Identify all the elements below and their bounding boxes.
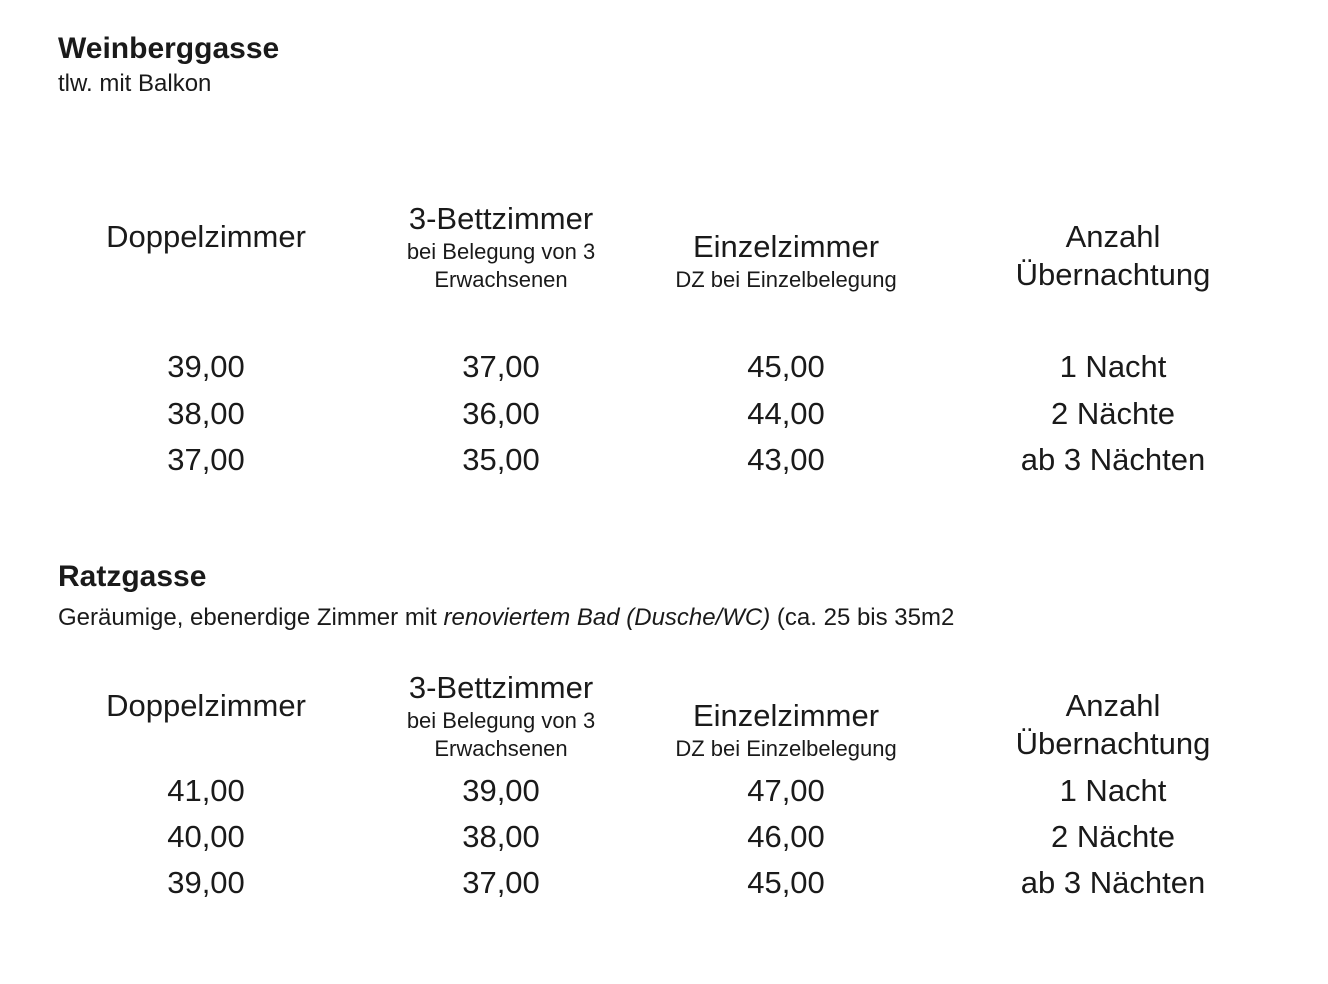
table-cell: 44,00 — [747, 396, 825, 431]
table-cell: 45,00 — [747, 865, 825, 900]
table-cell: 1 Nacht — [1059, 349, 1167, 384]
table-cell: 37,00 — [462, 349, 540, 384]
header-doppelzimmer: Doppelzimmer — [106, 688, 306, 723]
header-einzelzimmer — [675, 228, 896, 294]
table-cell: 2 Nächte — [1050, 819, 1176, 854]
table-cell: 39,00 — [167, 349, 245, 384]
header-3-bettzimmer-note: bei Belegung von 3 Erwachsenen — [406, 239, 596, 292]
table-cell: 46,00 — [747, 819, 825, 854]
section-title-ratzgasse: Ratzgasse — [58, 560, 207, 593]
subtitle-emphasis: renoviertem Bad (Dusche/WC) — [443, 604, 771, 631]
header-3-bettzimmer — [386, 200, 616, 294]
table-cell: 47,00 — [747, 773, 825, 808]
section-subtitle-weinberggasse: tlw. mit Balkon — [58, 70, 212, 97]
table-cell: 45,00 — [747, 349, 825, 384]
header-anzahl-uebernachtung: Anzahl Übernachtung — [1015, 688, 1211, 761]
table-cell: 2 Nächte — [1050, 396, 1176, 431]
section-subtitle-ratzgasse — [58, 604, 954, 632]
header-3-bettzimmer-note: bei Belegung von 3 Erwachsenen — [406, 708, 596, 761]
header-3-bettzimmer-title: 3-Bettzimmer — [408, 670, 594, 705]
header-3-bettzimmer-title: 3-Bettzimmer — [408, 201, 594, 236]
table-cell: ab 3 Nächten — [1020, 865, 1206, 900]
header-einzelzimmer-note: DZ bei Einzelbelegung — [675, 267, 897, 292]
table-cell: 38,00 — [167, 396, 245, 431]
table-cell: 1 Nacht — [1059, 773, 1167, 808]
header-3-bettzimmer — [386, 669, 616, 763]
header-einzelzimmer-note: DZ bei Einzelbelegung — [675, 736, 897, 761]
table-cell: ab 3 Nächten — [1020, 442, 1206, 477]
table-cell: 40,00 — [167, 819, 245, 854]
header-einzelzimmer-title: Einzelzimmer — [692, 229, 880, 264]
table-cell: 37,00 — [462, 865, 540, 900]
table-cell: 43,00 — [747, 442, 825, 477]
table-cell: 39,00 — [167, 865, 245, 900]
table-cell: 35,00 — [462, 442, 540, 477]
table-cell: 38,00 — [462, 819, 540, 854]
table-cell: 36,00 — [462, 396, 540, 431]
header-anzahl-uebernachtung: Anzahl Übernachtung — [1015, 219, 1211, 292]
table-cell: 39,00 — [462, 773, 540, 808]
section-title-weinberggasse: Weinberggasse — [58, 32, 280, 65]
subtitle-text: Geräumige, ebenerdige Zimmer mit — [58, 604, 444, 631]
table-cell: 37,00 — [167, 442, 245, 477]
header-doppelzimmer: Doppelzimmer — [106, 219, 306, 254]
table-cell: 41,00 — [167, 773, 245, 808]
header-einzelzimmer-title: Einzelzimmer — [692, 698, 880, 733]
subtitle-text: (ca. 25 bis 35m2 — [770, 604, 955, 631]
header-einzelzimmer — [675, 697, 896, 763]
